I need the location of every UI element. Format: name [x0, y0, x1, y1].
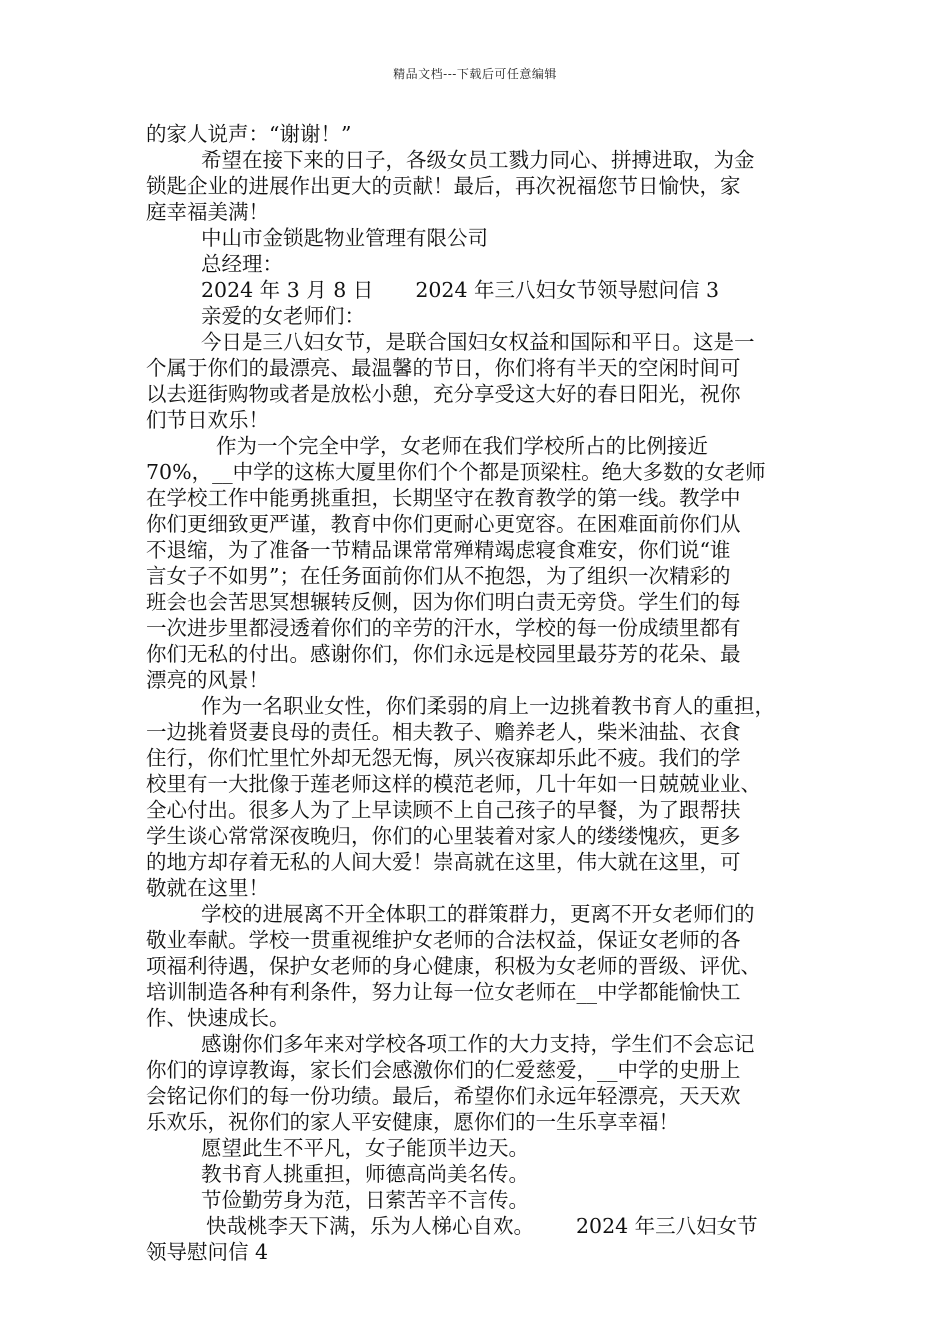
text-line: 校里有一大批像于莲老师这样的模范老师，几十年如一日兢兢业业、	[146, 772, 761, 796]
text-line: 漂亮的风景！	[146, 668, 269, 692]
text-line: 作为一个完全中学，女老师在我们学校所占的比例接近	[216, 434, 708, 458]
text-line: 70%，__中学的这栋大厦里你们个个都是顶梁柱。绝大多数的女老师	[146, 460, 766, 484]
text-line: 今日是三八妇女节，是联合国妇女权益和国际和平日。这是一	[201, 330, 755, 354]
signatory: 总经理：	[201, 252, 283, 276]
text-line: 言女子不如男”；在任务面前你们从不抱怨，为了组织一次精彩的	[146, 564, 731, 588]
text-line: 希望在接下来的日子，各级女员工戮力同心、拼搏进取，为金	[201, 148, 755, 172]
poem-line: 愿望此生不平凡，女子能顶半边天。	[201, 1136, 529, 1160]
text-line: 培训制造各种有利条件，努力让每一位女老师在__中学都能愉快工	[146, 980, 741, 1004]
text-line: 乐欢乐，祝你们的家人平安健康，愿你们的一生乐享幸福！	[146, 1110, 679, 1134]
text-line: 作、快速成长。	[146, 1006, 290, 1030]
text-line: 以去逛街购物或者是放松小憩，充分享受这大好的春日阳光，祝你	[146, 382, 741, 406]
poem-line: 节俭勤劳身为范，日萦苦辛不言传。	[201, 1188, 529, 1212]
text-line: 的地方却存着无私的人间大爱！崇高就在这里，伟大就在这里，可	[146, 850, 741, 874]
text-line: 项福利待遇，保护女老师的身心健康，积极为女老师的晋级、评优、	[146, 954, 761, 978]
section-title-continued: 领导慰问信 4	[146, 1240, 269, 1264]
document-body	[146, 121, 806, 1265]
poem-line: 教书育人挑重担，师德高尚美名传。	[201, 1162, 529, 1186]
text-line: 敬就在这里！	[146, 876, 269, 900]
company-name: 中山市金锁匙物业管理有限公司	[201, 226, 488, 250]
text-line: 在学校工作中能勇挑重担，长期坚守在教育教学的第一线。教学中	[146, 486, 741, 510]
text-line: 学生谈心常常深夜晚归，你们的心里装着对家人的缕缕愧疚，更多	[146, 824, 741, 848]
text-line: 一边挑着贤妻良母的责任。相夫教子、赡养老人，柴米油盐、衣食	[146, 720, 741, 744]
text-line: 们节日欢乐！	[146, 408, 269, 432]
text-line: 会铭记你们的每一份功绩。最后，希望你们永远年轻漂亮，天天欢	[146, 1084, 741, 1108]
text-line: 作为一名职业女性，你们柔弱的肩上一边挑着教书育人的重担，	[201, 694, 775, 718]
text-line: 庭幸福美满！	[146, 200, 269, 224]
poem-and-title-line	[146, 1213, 806, 1239]
text-line: 不退缩，为了准备一节精品课常常殚精竭虑寝食难安，你们说“谁	[146, 538, 731, 562]
text-line: 个属于你们的最漂亮、最温馨的节日，你们将有半天的空闲时间可	[146, 356, 741, 380]
text-line: 感谢你们多年来对学校各项工作的大力支持，学生们不会忘记	[201, 1032, 755, 1056]
section-title: 2024 年三八妇女节	[576, 1214, 758, 1238]
poem-line: 快哉桃李天下满，乐为人梯心自欢。	[206, 1214, 534, 1238]
text-line: 锁匙企业的进展作出更大的贡献！最后，再次祝福您节日愉快，家	[146, 174, 741, 198]
text-line: 的家人说声：“谢谢！”	[146, 122, 352, 146]
salutation: 亲爱的女老师们：	[201, 304, 365, 328]
page-header: 精品文档---下载后可任意编辑	[393, 67, 557, 81]
text-line: 班会也会苦思冥想辗转反侧，因为你们明白责无旁贷。学生们的每	[146, 590, 741, 614]
section-title: 2024 年三八妇女节领导慰问信 3	[415, 278, 720, 302]
text-line: 敬业奉献。学校一贯重视维护女老师的合法权益，保证女老师的各	[146, 928, 741, 952]
text-line: 住行，你们忙里忙外却无怨无悔，夙兴夜寐却乐此不疲。我们的学	[146, 746, 741, 770]
text-line: 你们的谆谆教诲，家长们会感激你们的仁爱慈爱，__中学的史册上	[146, 1058, 741, 1082]
date-and-title-line	[146, 277, 806, 303]
letter-date: 2024 年 3 月 8 日	[201, 278, 374, 302]
text-line: 你们无私的付出。感谢你们，你们永远是校园里最芬芳的花朵、最	[146, 642, 741, 666]
text-line: 学校的进展离不开全体职工的群策群力，更离不开女老师们的	[201, 902, 755, 926]
text-line: 全心付出。很多人为了上早读顾不上自己孩子的早餐，为了跟帮扶	[146, 798, 741, 822]
text-line: 一次进步里都浸透着你们的辛劳的汗水，学校的每一份成绩里都有	[146, 616, 741, 640]
text-line: 你们更细致更严谨，教育中你们更耐心更宽容。在困难面前你们从	[146, 512, 741, 536]
